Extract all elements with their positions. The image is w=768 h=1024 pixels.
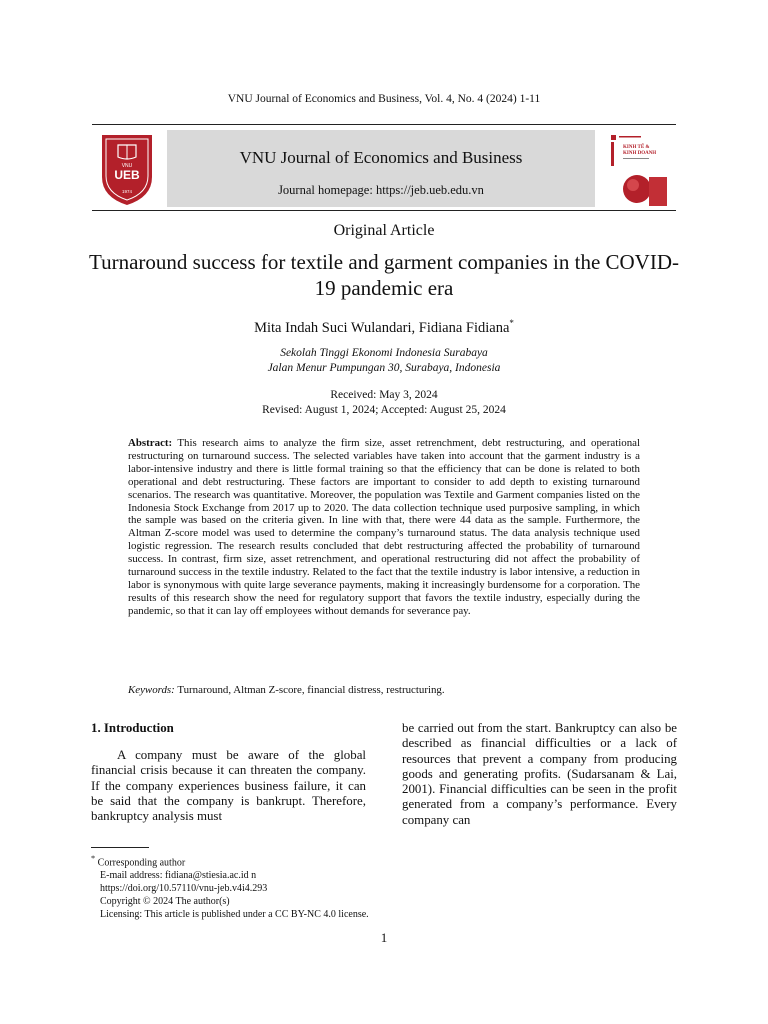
journal-homepage[interactable]: Journal homepage: https://jeb.ueb.edu.vn [278, 183, 484, 197]
affiliation-line-1: Sekolah Tinggi Ekonomi Indonesia Surabaya [280, 347, 488, 359]
body-column-left [91, 721, 366, 824]
corresponding-label: Corresponding author [97, 857, 186, 869]
keywords-text: Turnaround, Altman Z-score, financial distress, restructuring. [177, 684, 445, 696]
section-heading: 1. Introduction [91, 721, 174, 735]
logo-main-text: UEB [114, 168, 140, 182]
body-column-right [402, 721, 677, 828]
logo-small-text: VNU [121, 163, 133, 169]
page-number: 1 [380, 930, 388, 945]
license-footnote: Licensing: This article is published under a CC BY-NC 4.0 license. [100, 908, 369, 920]
body-paragraph: A company must be aware of the global financial crisis because it can threaten the company. If the company experiences business failure, it can be said that the company is bankrupt. Therefore, bankruptcy analysis must [91, 748, 366, 824]
header-rule-top [92, 124, 676, 125]
svg-text:KINH DOANH: KINH DOANH [623, 151, 657, 156]
keywords [128, 684, 640, 696]
ueb-logo [96, 131, 158, 207]
article-title: Turnaround success for textile and garment companies in the COVID-19 pandemic era [89, 250, 679, 300]
email-footnote[interactable]: E-mail address: fidiana@stiesia.ac.id n [100, 870, 257, 882]
footnote-rule [91, 847, 149, 848]
revised-accepted-date: Revised: August 1, 2024; Accepted: August 25, 2024 [262, 403, 506, 416]
keywords-label: Keywords: [128, 684, 175, 696]
received-date: Received: May 3, 2024 [330, 389, 438, 401]
abstract [128, 437, 640, 618]
author-names: Mita Indah Suci Wulandari, Fidiana Fidiana [254, 319, 510, 336]
abstract-label: Abstract: [128, 437, 173, 449]
body-paragraph: be carried out from the start. Bankruptcy can also be described as financial difficulties or a lack of resources that prevent a company from producing goods and generating profits. (Sudarsanam & Lai, 2001). Financial difficulties can be seen in the profit generated from a company’s performance. Every company can [402, 721, 677, 827]
logo-year-text: 1974 [121, 189, 133, 194]
journal-cover-thumbnail [609, 131, 667, 206]
footnote-mark: * [91, 854, 96, 863]
journal-banner [167, 130, 595, 207]
copyright-footnote: Copyright © 2024 The author(s) [100, 895, 230, 907]
corresponding-mark: * [509, 318, 514, 328]
abstract-text: This research aims to analyze the firm size, asset retrenchment, debt restructuring, and operational restructuring on turnaround success. The selected variables have taken into account that the garment industry is a labor-intensive industry and there is little formal training so that the efficiency that can be done is related to both operational and debt restructuring. These factors are important to consider to add depth to existing turnaround scenarios. The research was quantitative. Moreover, the population was Textile and Garment companies listed on the Indonesia Stock Exchange from 2017 up to 2020. The data collection technique used purposive sampling, in which the sample was based on the criteria given. In line with that, there were 44 data as the sample. Furthermore, the Altman Z-score model was used to determine the company’s turnaround status. The data analysis technique used logistic regression. The research results concluded that debt restructuring affected the probability of turnaround success. In contrast, firm size, asset retrenchment, and operational restructuring did not affect the probability of turnaround success in the textile industry. Related to the fact that the textile industry is labor intensive, a reduction in labor is synonymous with quite large severance payments, making it increasingly burdensome for a corporation. The results of this research show the need for regulatory support that favors the textile industry, especially during the pandemic, so that it can lay off employees without demands for severance pay. [128, 437, 640, 617]
article-type: Original Article [333, 222, 435, 239]
header-rule-bottom [92, 210, 676, 211]
svg-text:KINH TẾ &: KINH TẾ & [623, 145, 650, 150]
footnotes [91, 853, 376, 921]
running-head: VNU Journal of Economics and Business, Vol. 4, No. 4 (2024) 1-11 [227, 93, 541, 105]
affiliation-line-2: Jalan Menur Pumpungan 30, Surabaya, Indonesia [267, 361, 501, 374]
journal-name: VNU Journal of Economics and Business [239, 148, 523, 167]
author-list [0, 318, 768, 337]
corresponding-footnote [91, 853, 376, 870]
affiliation [0, 346, 768, 375]
doi-link[interactable]: https://doi.org/10.57110/vnu-jeb.v4i4.293 [100, 882, 268, 894]
article-dates [0, 388, 768, 417]
